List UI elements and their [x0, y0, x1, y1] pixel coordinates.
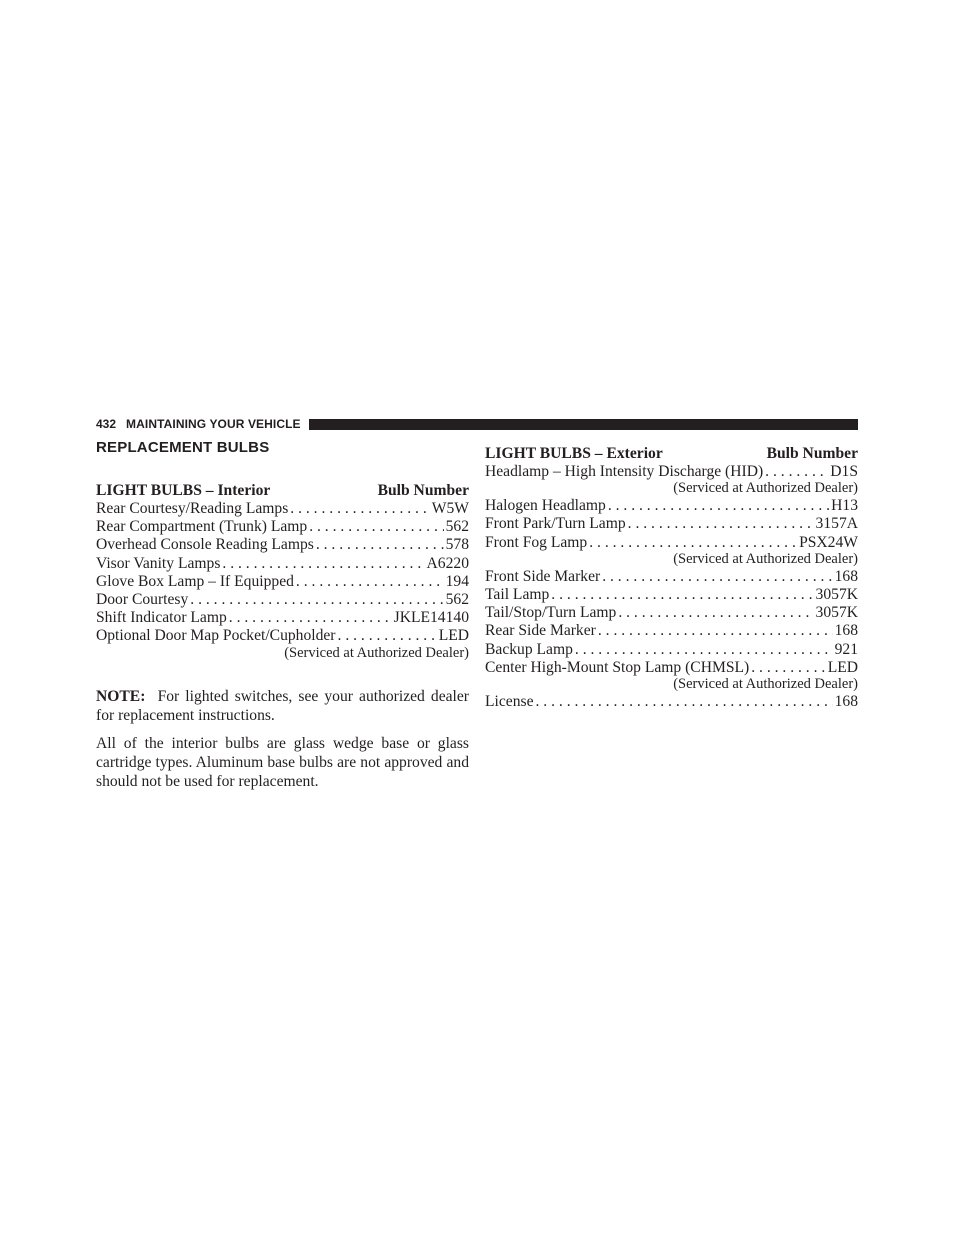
bulb-number: 168: [834, 567, 858, 585]
table-row: [96, 627, 469, 645]
bulb-name: Door Courtesy: [96, 590, 189, 608]
note-text: For lighted switches, see your authorized dealer for replacement instructions.: [96, 688, 470, 724]
bulb-number: D1S: [830, 463, 858, 480]
bulb-number: JKLE14140: [393, 609, 469, 627]
exterior-bulbs-table: [485, 444, 858, 711]
leader-dots: [190, 591, 443, 609]
leader-dots: [229, 609, 392, 627]
page-title: REPLACEMENT BULBS: [96, 439, 270, 456]
bulb-name: Front Side Marker: [485, 567, 601, 585]
bulb-name: Optional Door Map Pocket/Cupholder: [96, 627, 336, 645]
table-row: [485, 641, 858, 659]
interior-col-heading: Bulb Number: [377, 482, 469, 499]
service-note: (Serviced at Authorized Dealer): [284, 644, 469, 661]
bulb-name: Glove Box Lamp – If Equipped: [96, 572, 294, 590]
service-note: (Serviced at Authorized Dealer): [673, 550, 858, 567]
table-row: [96, 500, 469, 518]
table-row: [485, 622, 858, 640]
bulb-number: 3157A: [815, 515, 858, 533]
bulb-number: A6220: [426, 554, 469, 572]
bulb-name: Overhead Console Reading Lamps: [96, 536, 314, 554]
table-row: [485, 604, 858, 622]
table-row: [485, 497, 858, 515]
bulb-name: Front Fog Lamp: [485, 533, 588, 551]
table-row: [485, 463, 858, 481]
leader-dots: [290, 500, 429, 518]
leader-dots: [602, 568, 832, 586]
service-note: (Serviced at Authorized Dealer): [673, 480, 858, 497]
bulb-name: Tail Lamp: [485, 585, 550, 603]
leader-dots: [222, 555, 424, 573]
exterior-col-heading: Bulb Number: [766, 445, 858, 462]
leader-dots: [536, 693, 833, 711]
table-row: [485, 568, 858, 586]
exterior-table-header: [485, 444, 858, 463]
service-note: (Serviced at Authorized Dealer): [673, 675, 858, 692]
bulb-number: 921: [834, 640, 858, 658]
bulb-number: PSX24W: [799, 533, 858, 551]
table-row: [96, 609, 469, 627]
leader-dots: [316, 536, 444, 554]
leader-dots: [338, 627, 437, 645]
interior-table-header: [96, 481, 469, 500]
table-row: [485, 693, 858, 711]
table-row: [485, 534, 858, 552]
leader-dots: [551, 586, 813, 604]
bulb-number: 562: [445, 590, 469, 608]
bulb-name: Shift Indicator Lamp: [96, 609, 227, 627]
body-paragraph: All of the interior bulbs are glass wedge base or glass cartridge types. Aluminum base bulbs are not approved and should not be used for replacement.: [96, 735, 469, 790]
bulb-number: 168: [834, 692, 858, 710]
leader-dots: [608, 497, 829, 515]
bulb-name: Tail/Stop/Turn Lamp: [485, 604, 617, 622]
leader-dots: [618, 604, 813, 622]
leader-dots: [628, 515, 814, 533]
page-header: [96, 417, 858, 431]
table-row: [96, 518, 469, 536]
bulb-name: Rear Side Marker: [485, 622, 596, 640]
leader-dots: [296, 573, 444, 591]
exterior-heading: LIGHT BULBS – Exterior: [485, 445, 663, 462]
bulb-number: 3057K: [815, 585, 858, 603]
leader-dots: [589, 534, 797, 552]
bulb-number: LED: [438, 627, 469, 645]
bulb-number: 562: [445, 518, 469, 536]
bulb-name: Rear Compartment (Trunk) Lamp: [96, 518, 308, 536]
leader-dots: [765, 463, 828, 481]
bulb-name: Headlamp – High Intensity Discharge (HID): [485, 463, 764, 480]
leader-dots: [598, 622, 833, 640]
bulb-number: 194: [445, 572, 469, 590]
table-row: [485, 659, 858, 677]
table-row: [96, 555, 469, 573]
bulb-name: Front Park/Turn Lamp: [485, 515, 626, 533]
leader-dots: [575, 641, 833, 659]
bulb-number: LED: [827, 658, 858, 676]
interior-bulbs-table: [96, 481, 469, 662]
section-name: MAINTAINING YOUR VEHICLE: [126, 417, 301, 431]
table-row: [485, 586, 858, 604]
bulb-number: 578: [445, 536, 469, 554]
bulb-name: Rear Courtesy/Reading Lamps: [96, 500, 289, 517]
note-paragraph: [96, 687, 469, 725]
bulb-name: Center High-Mount Stop Lamp (CHMSL): [485, 658, 750, 676]
bulb-number: 168: [834, 622, 858, 640]
bulb-name: Backup Lamp: [485, 640, 573, 658]
table-row: [96, 573, 469, 591]
table-row: [96, 536, 469, 554]
leader-dots: [751, 659, 825, 677]
table-row: [485, 515, 858, 533]
bulb-name: Halogen Headlamp: [485, 497, 606, 515]
bulb-number: H13: [831, 497, 858, 515]
leader-dots: [309, 518, 443, 536]
bulb-number: W5W: [431, 500, 469, 517]
bulb-number: 3057K: [815, 604, 858, 622]
page-number: 432: [96, 417, 117, 431]
bulb-name: Visor Vanity Lamps: [96, 554, 221, 572]
table-row: [96, 591, 469, 609]
interior-heading: LIGHT BULBS – Interior: [96, 482, 271, 499]
bulb-name: License: [485, 692, 534, 710]
header-rule: [309, 419, 858, 430]
note-label: NOTE:: [96, 688, 146, 705]
